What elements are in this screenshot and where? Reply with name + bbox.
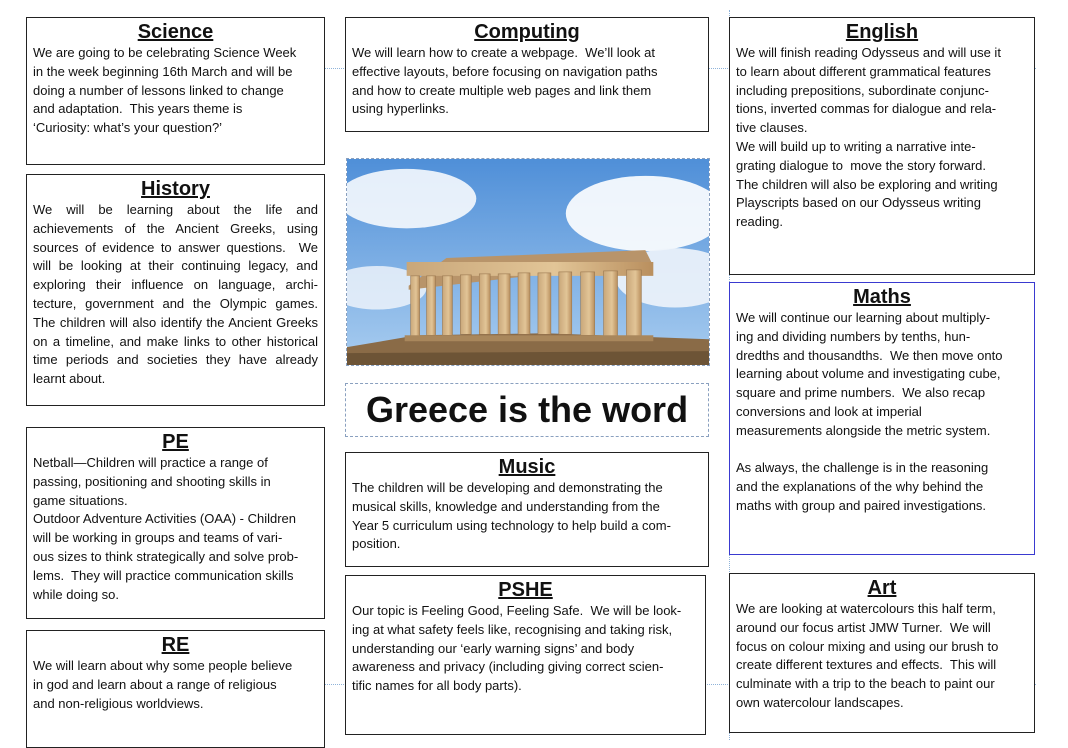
re-text: We will learn about why some people believe in god and learn about a range of religious and non-religious worldviews. — [33, 658, 293, 711]
music-box — [345, 452, 709, 567]
pshe-box — [345, 575, 706, 735]
art-text: We are looking at watercolours this half term, around our focus artist JMW Turner. We will focus on colour mixing and using our brush to create different textures and effects. This will culminate with a trip to the beach to paint our own watercolour landscapes. — [736, 601, 999, 710]
pshe-heading: PSHE — [498, 579, 553, 601]
science-box — [26, 17, 325, 165]
parthenon-photo — [346, 158, 710, 366]
history-text: We will be learning about the life and achievements of the Ancient Greeks, using sources of evidence to answer questions. We will be looking at their continuing legacy, and exploring their influence on language, archi-tecture, government and the Olympic games. The children will also identify the Ancient Greeks on a timeline, and make links to other historical time periods and societies they have already learnt about. — [33, 202, 322, 387]
page-title-box — [345, 383, 709, 437]
english-heading: English — [845, 21, 919, 43]
science-text: We are going to be celebrating Science Week in the week beginning 16th March and will be doing a number of lessons linked to change and adaptation. This years theme is ‘Curiosity: what’s your question?’ — [33, 45, 297, 136]
re-heading: RE — [161, 634, 190, 656]
maths-heading: Maths — [853, 286, 911, 308]
pshe-text: Our topic is Feeling Good, Feeling Safe. We will be look- ing at what safety feels like, recognising and taking risk, understanding our ‘early warning signs’ and body awareness and privacy (including giving correct scien- tific names for all body parts). — [352, 603, 682, 694]
history-box — [26, 174, 325, 406]
english-box — [729, 17, 1035, 275]
pe-text: Netball—Children will practice a range of passing, positioning and shooting skills in game situations. Outdoor Adventure Activities (OAA) - Children will be working in groups and teams of vari- ous sizes to think strategically and solve prob- lems. They will practice communication skills while doing so. — [33, 455, 299, 602]
art-heading: Art — [867, 577, 897, 599]
computing-box — [345, 17, 709, 132]
english-text: We will finish reading Odysseus and will use it to learn about different grammatical features including prepositions, subordinate conjunc- tions, inverted commas for dialogue and rela- tive clauses. We will build up to writing a narrative inte- grating dialogue to move the story forward. The children will also be exploring and writing Playscripts based on our Odysseus writing reading. — [736, 45, 1001, 230]
computing-text: We will learn how to create a webpage. We’ll look at effective layouts, before focusing on navigation paths and how to create multiple web pages and link them using hyperlinks. — [352, 45, 658, 117]
page-title: Greece is the word — [365, 389, 689, 430]
history-heading: History — [141, 178, 210, 200]
science-heading: Science — [137, 21, 214, 43]
parthenon-illustration — [347, 159, 709, 365]
re-box — [26, 630, 325, 748]
computing-heading: Computing — [474, 21, 580, 43]
maths-box — [729, 282, 1035, 555]
music-heading: Music — [498, 456, 556, 478]
music-text: The children will be developing and demonstrating the musical skills, knowledge and understanding from the Year 5 curriculum using technology to help build a com- position. — [352, 480, 671, 552]
maths-text: We will continue our learning about multiply- ing and dividing numbers by tenths, hun- dredths and thousandths. We then move onto learning about volume and investigating cube, square and prime numbers. We also recap conversions and look at imperial measurements alongside the metric system. As always, the challenge is in the reasoning and the explanations of the why behind the maths with group and paired investigations. — [736, 310, 1003, 513]
art-box — [729, 573, 1035, 733]
pe-heading: PE — [162, 431, 189, 453]
pe-box — [26, 427, 325, 619]
